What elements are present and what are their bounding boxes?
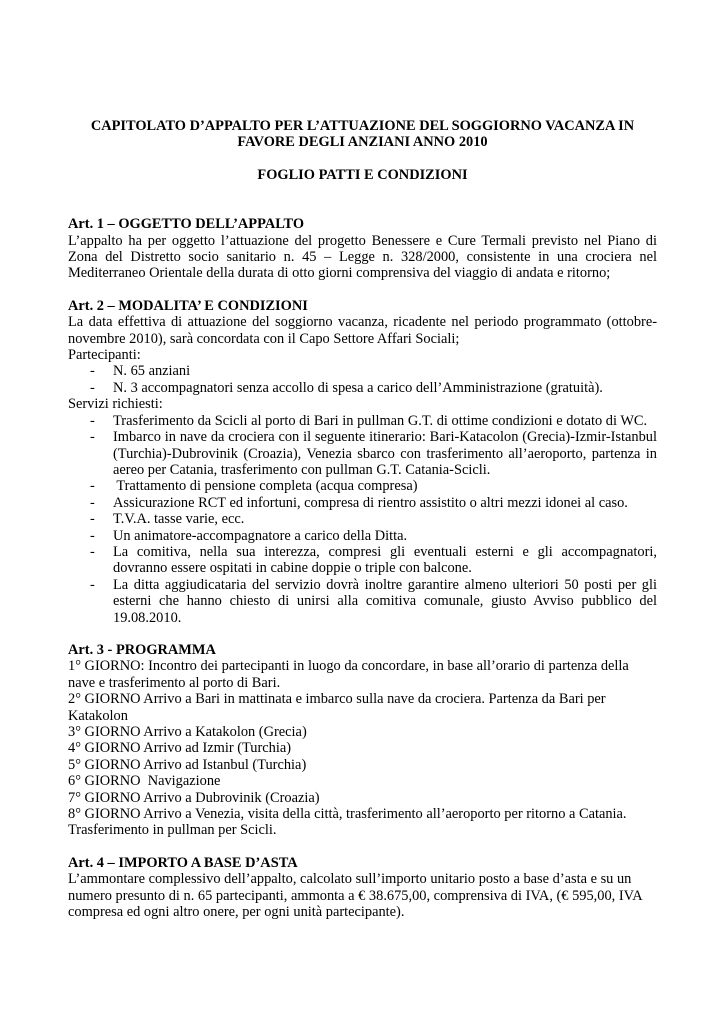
list-item: - Assicurazione RCT ed infortuni, compresa di rientro assistito o altri mezzi idonei al caso. [90, 494, 628, 511]
article-3 [68, 642, 657, 839]
article-2 [68, 298, 657, 626]
dash-bullet: - [90, 478, 95, 495]
program-line: Trasferimento in pullman per Scicli. [68, 822, 277, 839]
list-item: - Un animatore-accompagnatore a carico della Ditta. [90, 527, 408, 544]
program-line: 2° GIORNO Arrivo a Bari in mattinata e imbarco sulla nave da crociera. Partenza da Bari per [68, 691, 606, 708]
dash-bullet: - [90, 412, 95, 429]
program-line: 4° GIORNO Arrivo ad Izmir (Turchia) [68, 740, 292, 757]
dash-bullet: - [90, 527, 95, 544]
dash-bullet: - [90, 379, 95, 396]
dash-bullet: - [90, 494, 95, 511]
program-line: 7° GIORNO Arrivo a Dubrovinik (Croazia) [68, 789, 320, 806]
amount-line: L’ammontare complessivo dell’appalto, calcolato sull’importo unitario posto a base d’asta e su un [68, 871, 632, 888]
article-1-heading: Art. 1 – OGGETTO DELL’APPALTO [68, 216, 305, 233]
dash-bullet: - [90, 576, 95, 593]
article-3-heading: Art. 3 - PROGRAMMA [68, 641, 216, 658]
article-4 [68, 855, 657, 921]
dash-bullet: - [90, 511, 95, 528]
title-line-2: FAVORE DEGLI ANZIANI ANNO 2010 [237, 134, 488, 151]
article-1 [68, 216, 657, 282]
services-list [68, 413, 657, 626]
program-line: 3° GIORNO Arrivo a Katakolon (Grecia) [68, 724, 307, 740]
article-4-heading: Art. 4 – IMPORTO A BASE D’ASTA [68, 854, 298, 871]
list-item: - Trasferimento da Scicli al porto di Bari in pullman G.T. di ottime condizioni e dotato di WC. [90, 412, 648, 429]
list-item: - Trattamento di pensione completa (acqua compresa) [90, 478, 418, 495]
participants-list [68, 363, 657, 396]
dash-bullet: - [90, 429, 95, 446]
participants-label: Partecipanti: [68, 347, 141, 364]
program-line: 5° GIORNO Arrivo ad Istanbul (Turchia) [68, 756, 307, 773]
list-item: - N. 65 anziani [90, 363, 191, 380]
document-page [68, 118, 657, 920]
program-line: nave e trasferimento al porto di Bari. [68, 674, 281, 691]
program-line: 6° GIORNO Navigazione [68, 773, 221, 790]
title-line-1: CAPITOLATO D’APPALTO PER L’ATTUAZIONE DEL SOGGIORNO VACANZA IN [90, 118, 635, 134]
program-line: 1° GIORNO: Incontro dei partecipanti in luogo da concordare, in base all’orario di partenza della [68, 658, 629, 675]
program-line: 8° GIORNO Arrivo a Venezia, visita della città, trasferimento all’aeroporto per ritorno a Catania. [68, 806, 627, 823]
article-2-intro: La data effettiva di attuazione del soggiorno vacanza, ricadente nel periodo programmato (ottobre-novembre 2010), sarà concordata con il Capo Settore Affari Sociali; [68, 314, 657, 347]
article-2-heading: Art. 2 – MODALITA’ E CONDIZIONI [68, 297, 308, 314]
list-item: - T.V.A. tasse varie, ecc. [90, 511, 245, 528]
list-item: - Imbarco in nave da crociera con il seguente itinerario: Bari-Katacolon (Grecia)-Izmir-Istanbul (Turchia)-Dubrovinik (Croazia), Venezia sbarco con trasferimento all’aeroporto, partenza in aereo per Catania, trasferimento con pullman G.T. Catania-Scicli. [90, 429, 657, 478]
amount-line: numero presunto di n. 65 partecipanti, ammonta a € 38.675,00, comprensiva di IVA, (€ 595,00, IVA [68, 887, 643, 904]
document-subtitle: FOGLIO PATTI E CONDIZIONI [257, 166, 468, 183]
document-title [68, 118, 657, 151]
article-1-text: L’appalto ha per oggetto l’attuazione del progetto Benessere e Cure Termali previsto nel Piano di Zona del Distretto socio sanitario n. 45 – Legge n. 328/2000, consistente in una crociera nel Mediterraneo Orientale della durata di otto giorni comprensiva del viaggio di andata e ritorno; [68, 232, 657, 282]
dash-bullet: - [90, 363, 95, 380]
program-line: Katakolon [68, 707, 128, 724]
services-label: Servizi richiesti: [68, 396, 163, 413]
amount-line: compresa ed ogni altro onere, per ogni unità partecipante). [68, 904, 405, 921]
list-item: - La ditta aggiudicataria del servizio dovrà inoltre garantire almeno ulteriori 50 posti per gli esterni che hanno chiesto di unirsi alla comitiva comunale, giusto Avviso pubblico del 19.08.2010. [90, 576, 657, 626]
list-item: - La comitiva, nella sua interezza, compresi gli eventuali esterni e gli accompagnatori, dovranno essere ospitati in cabine doppie o triple con balcone. [90, 543, 657, 577]
list-item: - N. 3 accompagnatori senza accollo di spesa a carico dell’Amministrazione (gratuità). [90, 379, 603, 396]
dash-bullet: - [90, 543, 95, 560]
